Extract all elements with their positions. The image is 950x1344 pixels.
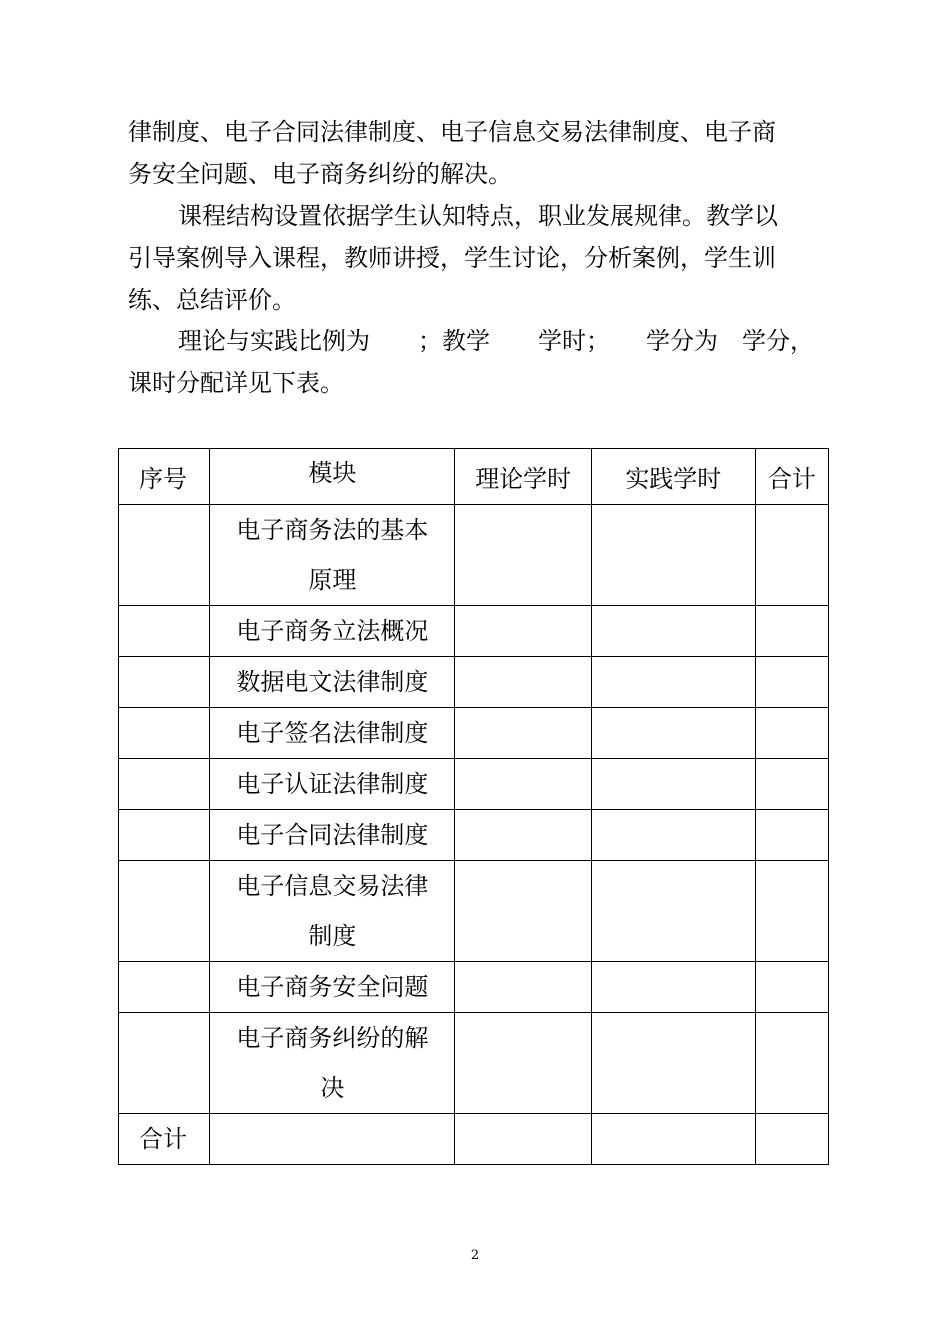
cell-theory-hours (455, 810, 592, 861)
body-line-5: 练、总结评价。 (128, 286, 296, 314)
cell-total (755, 962, 828, 1013)
table-row (119, 810, 829, 861)
cell-theory-hours (455, 962, 592, 1013)
cell-theory-hours (455, 657, 592, 708)
header-index: 序号 (119, 449, 210, 505)
cell-practice-hours (591, 861, 755, 962)
cell-theory-hours (455, 708, 592, 759)
cell-practice-hours (591, 810, 755, 861)
cell-theory-hours (455, 1114, 592, 1165)
table-row (119, 606, 829, 657)
cell-theory-hours (455, 861, 592, 962)
cell-theory-hours (455, 759, 592, 810)
table-row (119, 1114, 829, 1165)
table-row (119, 962, 829, 1013)
body-line-7: 课时分配详见下表。 (128, 369, 344, 397)
cell-practice-hours (591, 657, 755, 708)
cell-index: 合计 (119, 1114, 210, 1165)
body-line-1: 律制度、电子合同法律制度、电子信息交易法律制度、电子商 (128, 118, 776, 146)
cell-theory-hours (455, 1013, 592, 1114)
cell-total (755, 505, 828, 606)
header-theory-hours: 理论学时 (455, 449, 592, 505)
body-line-6: 理论与实践比例为 ；教学 学时； 学分为 学分， (178, 327, 814, 355)
table-row (119, 708, 829, 759)
cell-module: 电子商务法的基本原理 (210, 505, 455, 606)
cell-theory-hours (455, 606, 592, 657)
cell-module: 电子商务立法概况 (210, 606, 455, 657)
header-module: 模块 (210, 449, 455, 505)
cell-practice-hours (591, 759, 755, 810)
cell-module: 电子信息交易法律制度 (210, 861, 455, 962)
cell-module: 电子商务安全问题 (210, 962, 455, 1013)
cell-index (119, 708, 210, 759)
body-line-2: 务安全问题、电子商务纠纷的解决。 (128, 160, 512, 188)
table-header-row (119, 449, 829, 505)
table-row (119, 861, 829, 962)
cell-practice-hours (591, 708, 755, 759)
cell-module: 电子签名法律制度 (210, 708, 455, 759)
cell-module: 数据电文法律制度 (210, 657, 455, 708)
cell-total (755, 759, 828, 810)
cell-total (755, 657, 828, 708)
cell-index (119, 657, 210, 708)
body-line-3: 课程结构设置依据学生认知特点，职业发展规律。教学以 (178, 202, 778, 230)
cell-practice-hours (591, 962, 755, 1013)
table-row (119, 759, 829, 810)
table-row (119, 505, 829, 606)
cell-index (119, 505, 210, 606)
hours-allocation-table (118, 448, 829, 1165)
header-total: 合计 (755, 449, 828, 505)
cell-practice-hours (591, 606, 755, 657)
table-row (119, 657, 829, 708)
table-row (119, 1013, 829, 1114)
cell-index (119, 759, 210, 810)
cell-index (119, 861, 210, 962)
page-number: 2 (470, 1248, 480, 1263)
cell-module (210, 1114, 455, 1165)
cell-index (119, 606, 210, 657)
cell-module: 电子商务纠纷的解决 (210, 1013, 455, 1114)
cell-practice-hours (591, 1114, 755, 1165)
cell-total (755, 810, 828, 861)
cell-module: 电子合同法律制度 (210, 810, 455, 861)
cell-total (755, 708, 828, 759)
cell-total (755, 861, 828, 962)
cell-index (119, 962, 210, 1013)
cell-module: 电子认证法律制度 (210, 759, 455, 810)
cell-practice-hours (591, 505, 755, 606)
cell-theory-hours (455, 505, 592, 606)
cell-total (755, 1013, 828, 1114)
cell-total (755, 606, 828, 657)
cell-practice-hours (591, 1013, 755, 1114)
cell-index (119, 810, 210, 861)
cell-total (755, 1114, 828, 1165)
body-line-4: 引导案例导入课程，教师讲授，学生讨论，分析案例，学生训 (128, 244, 776, 272)
header-practice-hours: 实践学时 (591, 449, 755, 505)
cell-index (119, 1013, 210, 1114)
